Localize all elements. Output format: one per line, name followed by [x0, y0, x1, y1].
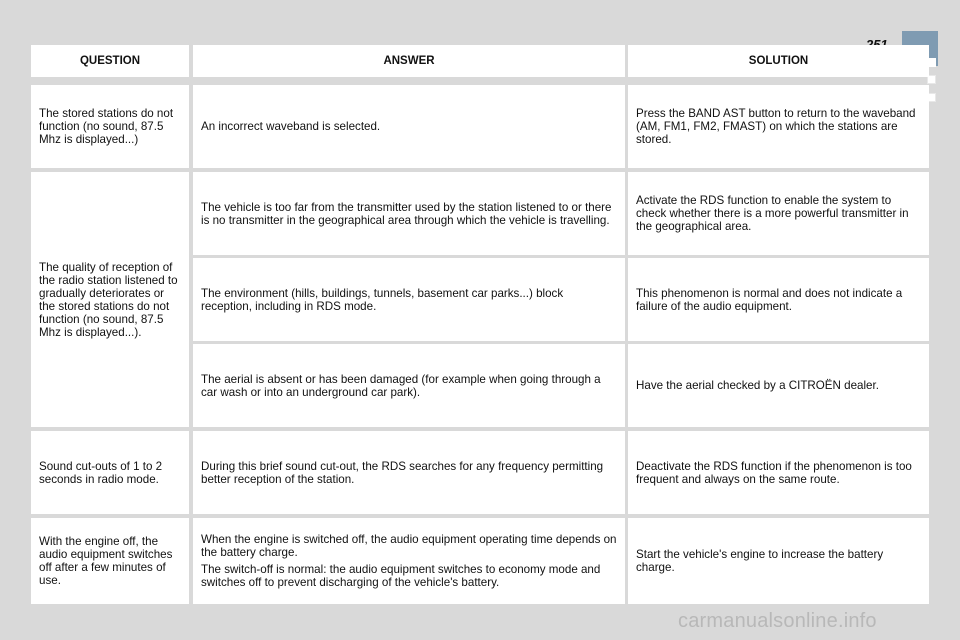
question-text: The stored stations do not function (no sound, 87.5 Mhz is displayed...)	[39, 107, 174, 146]
answer-text: The aerial is absent or has been damaged (for example when going through a car wash or into an underground car park).	[201, 372, 601, 399]
question-text: With the engine off, the audio equipment switches off after a few minutes of use.	[39, 535, 173, 587]
answer-text: During this brief sound cut-out, the RDS searches for any frequency permitting better reception of the station.	[201, 459, 604, 486]
question-text: Sound cut-outs of 1 to 2 seconds in radio mode.	[39, 459, 163, 486]
header-answer-label: ANSWER	[383, 54, 435, 67]
solution-cell	[628, 172, 929, 255]
solution-cell	[628, 258, 929, 341]
solution-text: Have the aerial checked by a CITROËN dealer.	[636, 379, 879, 392]
header-question-label: QUESTION	[79, 54, 141, 67]
answer-cell	[193, 85, 625, 168]
answer-cell	[193, 258, 625, 341]
question-cell	[31, 85, 189, 168]
solution-text: Activate the RDS function to enable the system to check whether there is a more powerful transmitter in the geographical area.	[636, 194, 909, 233]
question-cell	[31, 172, 189, 427]
header-solution	[628, 45, 929, 77]
header-answer	[193, 45, 625, 77]
answer-text: The environment (hills, buildings, tunnels, basement car parks...) block reception, including in RDS mode.	[201, 286, 564, 313]
solution-cell	[628, 518, 929, 604]
answer-text: The vehicle is too far from the transmitter used by the station listened to or there is no transmitter in the geographical area through which the vehicle is travelling.	[201, 200, 612, 227]
answer-cell	[193, 518, 625, 604]
answer-cell	[193, 344, 625, 427]
solution-cell	[628, 85, 929, 168]
answer-text: An incorrect waveband is selected.	[201, 120, 381, 133]
solution-text: Start the vehicle's engine to increase the battery charge.	[636, 548, 884, 574]
answer-cell	[193, 431, 625, 514]
solution-cell	[628, 431, 929, 514]
solution-text: This phenomenon is normal and does not indicate a failure of the audio equipment.	[636, 286, 903, 313]
answer-text: When the engine is switched off, the audio equipment operating time depends on the battery charge.	[201, 533, 617, 559]
watermark: carmanualsonline.info	[678, 610, 877, 632]
solution-cell	[628, 344, 929, 427]
header-solution-label: SOLUTION	[748, 54, 809, 67]
question-cell	[31, 518, 189, 604]
answer-cell	[193, 172, 625, 255]
question-cell	[31, 431, 189, 514]
answer-text: The switch-off is normal: the audio equipment switches to economy mode and switches off to prevent discharging of the vehicle's battery.	[201, 563, 601, 589]
question-text: The quality of reception of the radio station listened to gradually deteriorates or the stored stations do not function (no sound, 87.5 Mhz is displayed...).	[39, 260, 178, 339]
solution-text: Press the BAND AST button to return to the waveband (AM, FM1, FM2, FMAST) on which the stations are stored.	[636, 107, 916, 146]
solution-text: Deactivate the RDS function if the phenomenon is too frequent and always on the same route.	[636, 459, 912, 486]
header-question	[31, 45, 189, 77]
